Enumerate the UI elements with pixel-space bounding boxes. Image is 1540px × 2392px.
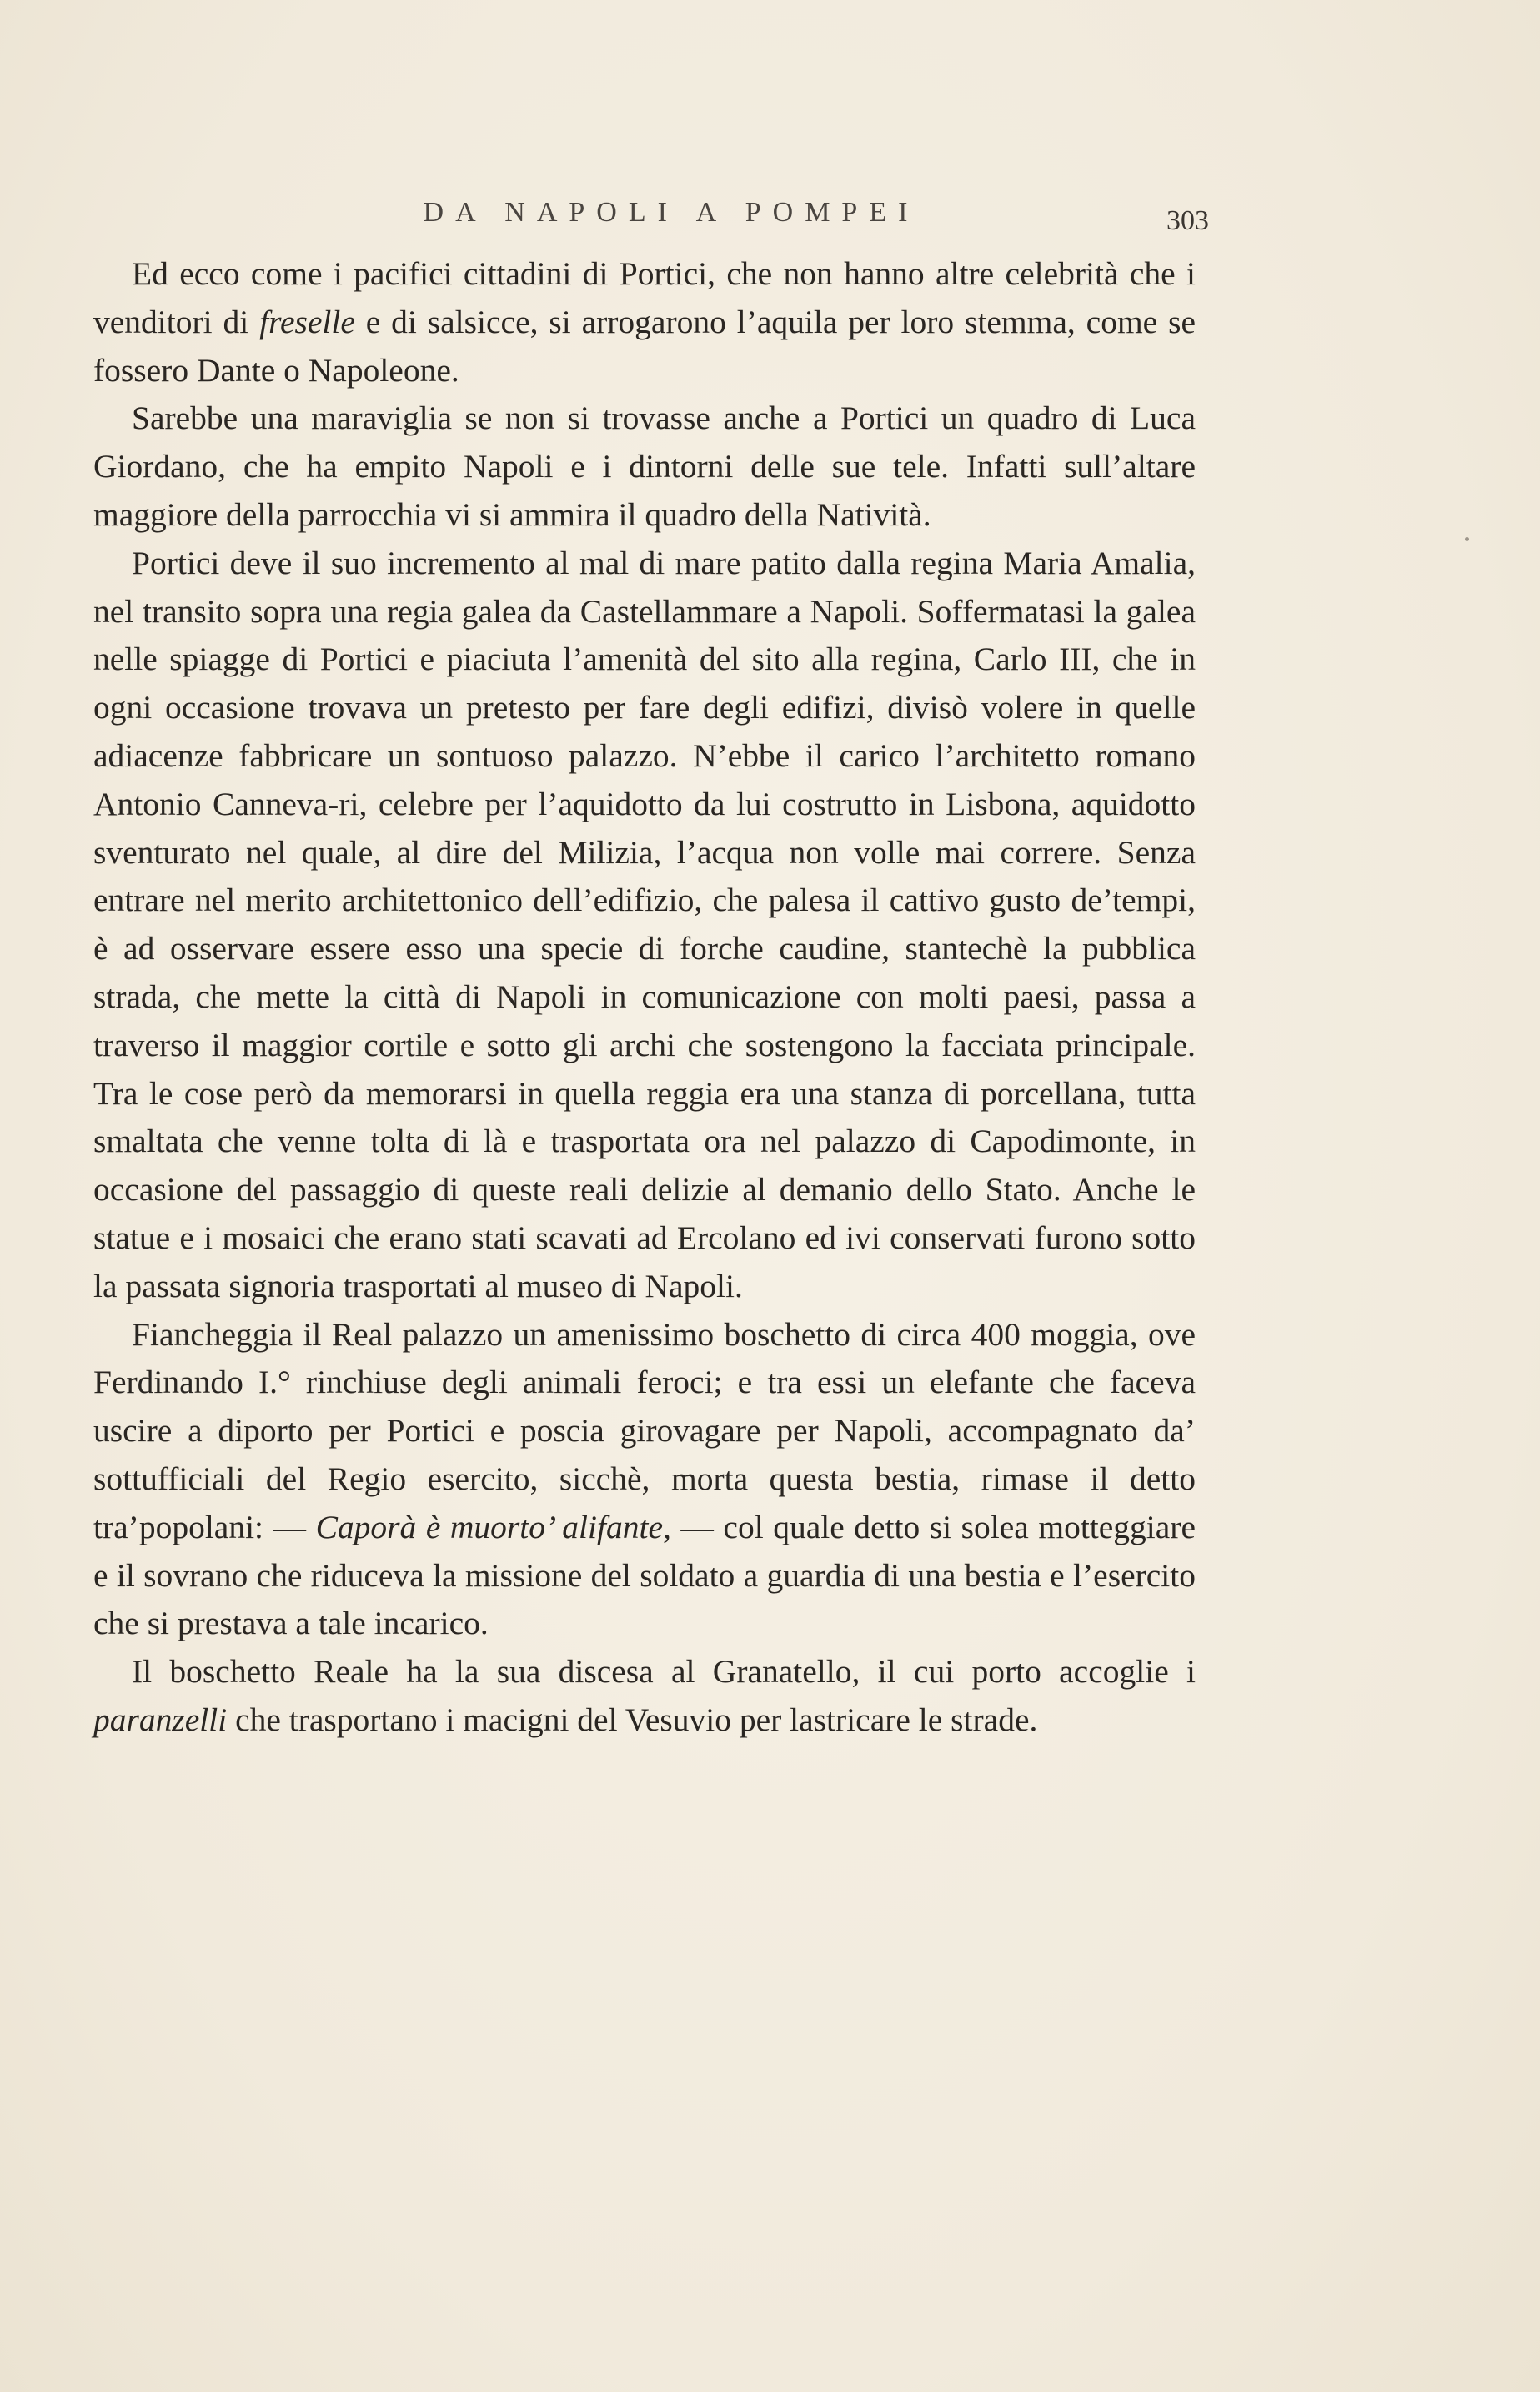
italic-term: paranzelli (93, 1701, 228, 1738)
page-number: 303 (1166, 205, 1209, 236)
paragraph-3 (93, 540, 1196, 1311)
body-text (93, 250, 1196, 1745)
page-header (133, 197, 1209, 247)
italic-term: freselle (259, 303, 355, 340)
paragraph-1 (93, 250, 1196, 394)
paragraph-4 (93, 1311, 1196, 1649)
paragraph-text: che trasportano i macigni del Vesuvio per lastricare le strade. (227, 1701, 1038, 1738)
paper-speck (1465, 537, 1469, 541)
paragraph-text: Portici deve il suo incremento al mal di mare patito dalla regina Maria Amalia, nel transito sopra una regia galea da Castellammare a Napoli. Soffermatasi la galea nelle spiagge di Portici e piaciuta l’amenità del sito alla regina, Carlo III, che in ogni occasione trovava un pretesto per fare degli edifizi, divisò volere in quelle adiacenze fabbricare un sontuoso palazzo. N’ebbe il carico l’architetto romano Antonio Canneva-ri, celebre per l’aquidotto da lui costrutto in Lisbona, aquidotto sventurato nel quale, al dire del Milizia, l’acqua non volle mai correre. Senza entrare nel merito architettonico dell’edifizio, che palesa il cattivo gusto de’tempi, è ad osservare essere esso una specie di forche caudine, stantechè la pubblica strada, che mette la città di Napoli in comunicazione con molti paesi, passa a traverso il maggior cortile e sotto gli archi che sostengono la facciata principale. Tra le cose però da memorarsi in quella reggia era una stanza di porcellana, tutta smaltata che venne tolta di là e trasportata ora nel palazzo di Capodimonte, in occasione del passaggio di queste reali delizie al demanio dello Stato. Anche le statue e i mosaici che erano stati scavati ad Ercolano ed ivi conservati furono sotto la passata signoria trasportati al museo di Napoli. (93, 544, 1196, 1304)
paragraph-5 (93, 1648, 1196, 1745)
paragraph-text: Fiancheggia il Real palazzo un amenissimo boschetto di circa 400 moggia, ove Ferdinando I.° rinchiuse degli animali feroci; e tra essi un elefante che faceva uscire a diporto per Portici e poscia girovagare per Napoli, accompagnato da’ sottufficiali del Regio esercito, sicchè, morta questa bestia, rimase il detto tra’popolani: — (93, 1315, 1196, 1545)
paragraph-2 (93, 394, 1196, 539)
paragraph-text: Sarebbe una maraviglia se non si trovasse anche a Portici un quadro di Luca Giordano, che ha empito Napoli e i dintorni delle sue tele. Infatti sull’altare maggiore della parrocchia vi si ammira il quadro della Natività. (93, 400, 1196, 533)
paragraph-text: Ed ecco come i pacifici cittadini di Portici, che non hanno altre celebrità che i venditori di (93, 255, 1196, 340)
italic-quote: Caporà è muorto’ alifante (315, 1508, 663, 1545)
running-title: DA NAPOLI A POMPEI (423, 197, 920, 228)
paragraph-text: , — col quale detto si solea motteggiare e il sovrano che riduceva la missione del soldato a guardia di una bestia e l’esercito che si prestava a tale incarico. (93, 1508, 1196, 1642)
paragraph-text: Il boschetto Reale ha la sua discesa al Granatello, il cui porto accoglie i (132, 1653, 1196, 1691)
paragraph-text: e di salsicce, si arrogarono l’aquila per loro stemma, come se fossero Dante o Napoleone. (93, 303, 1196, 389)
